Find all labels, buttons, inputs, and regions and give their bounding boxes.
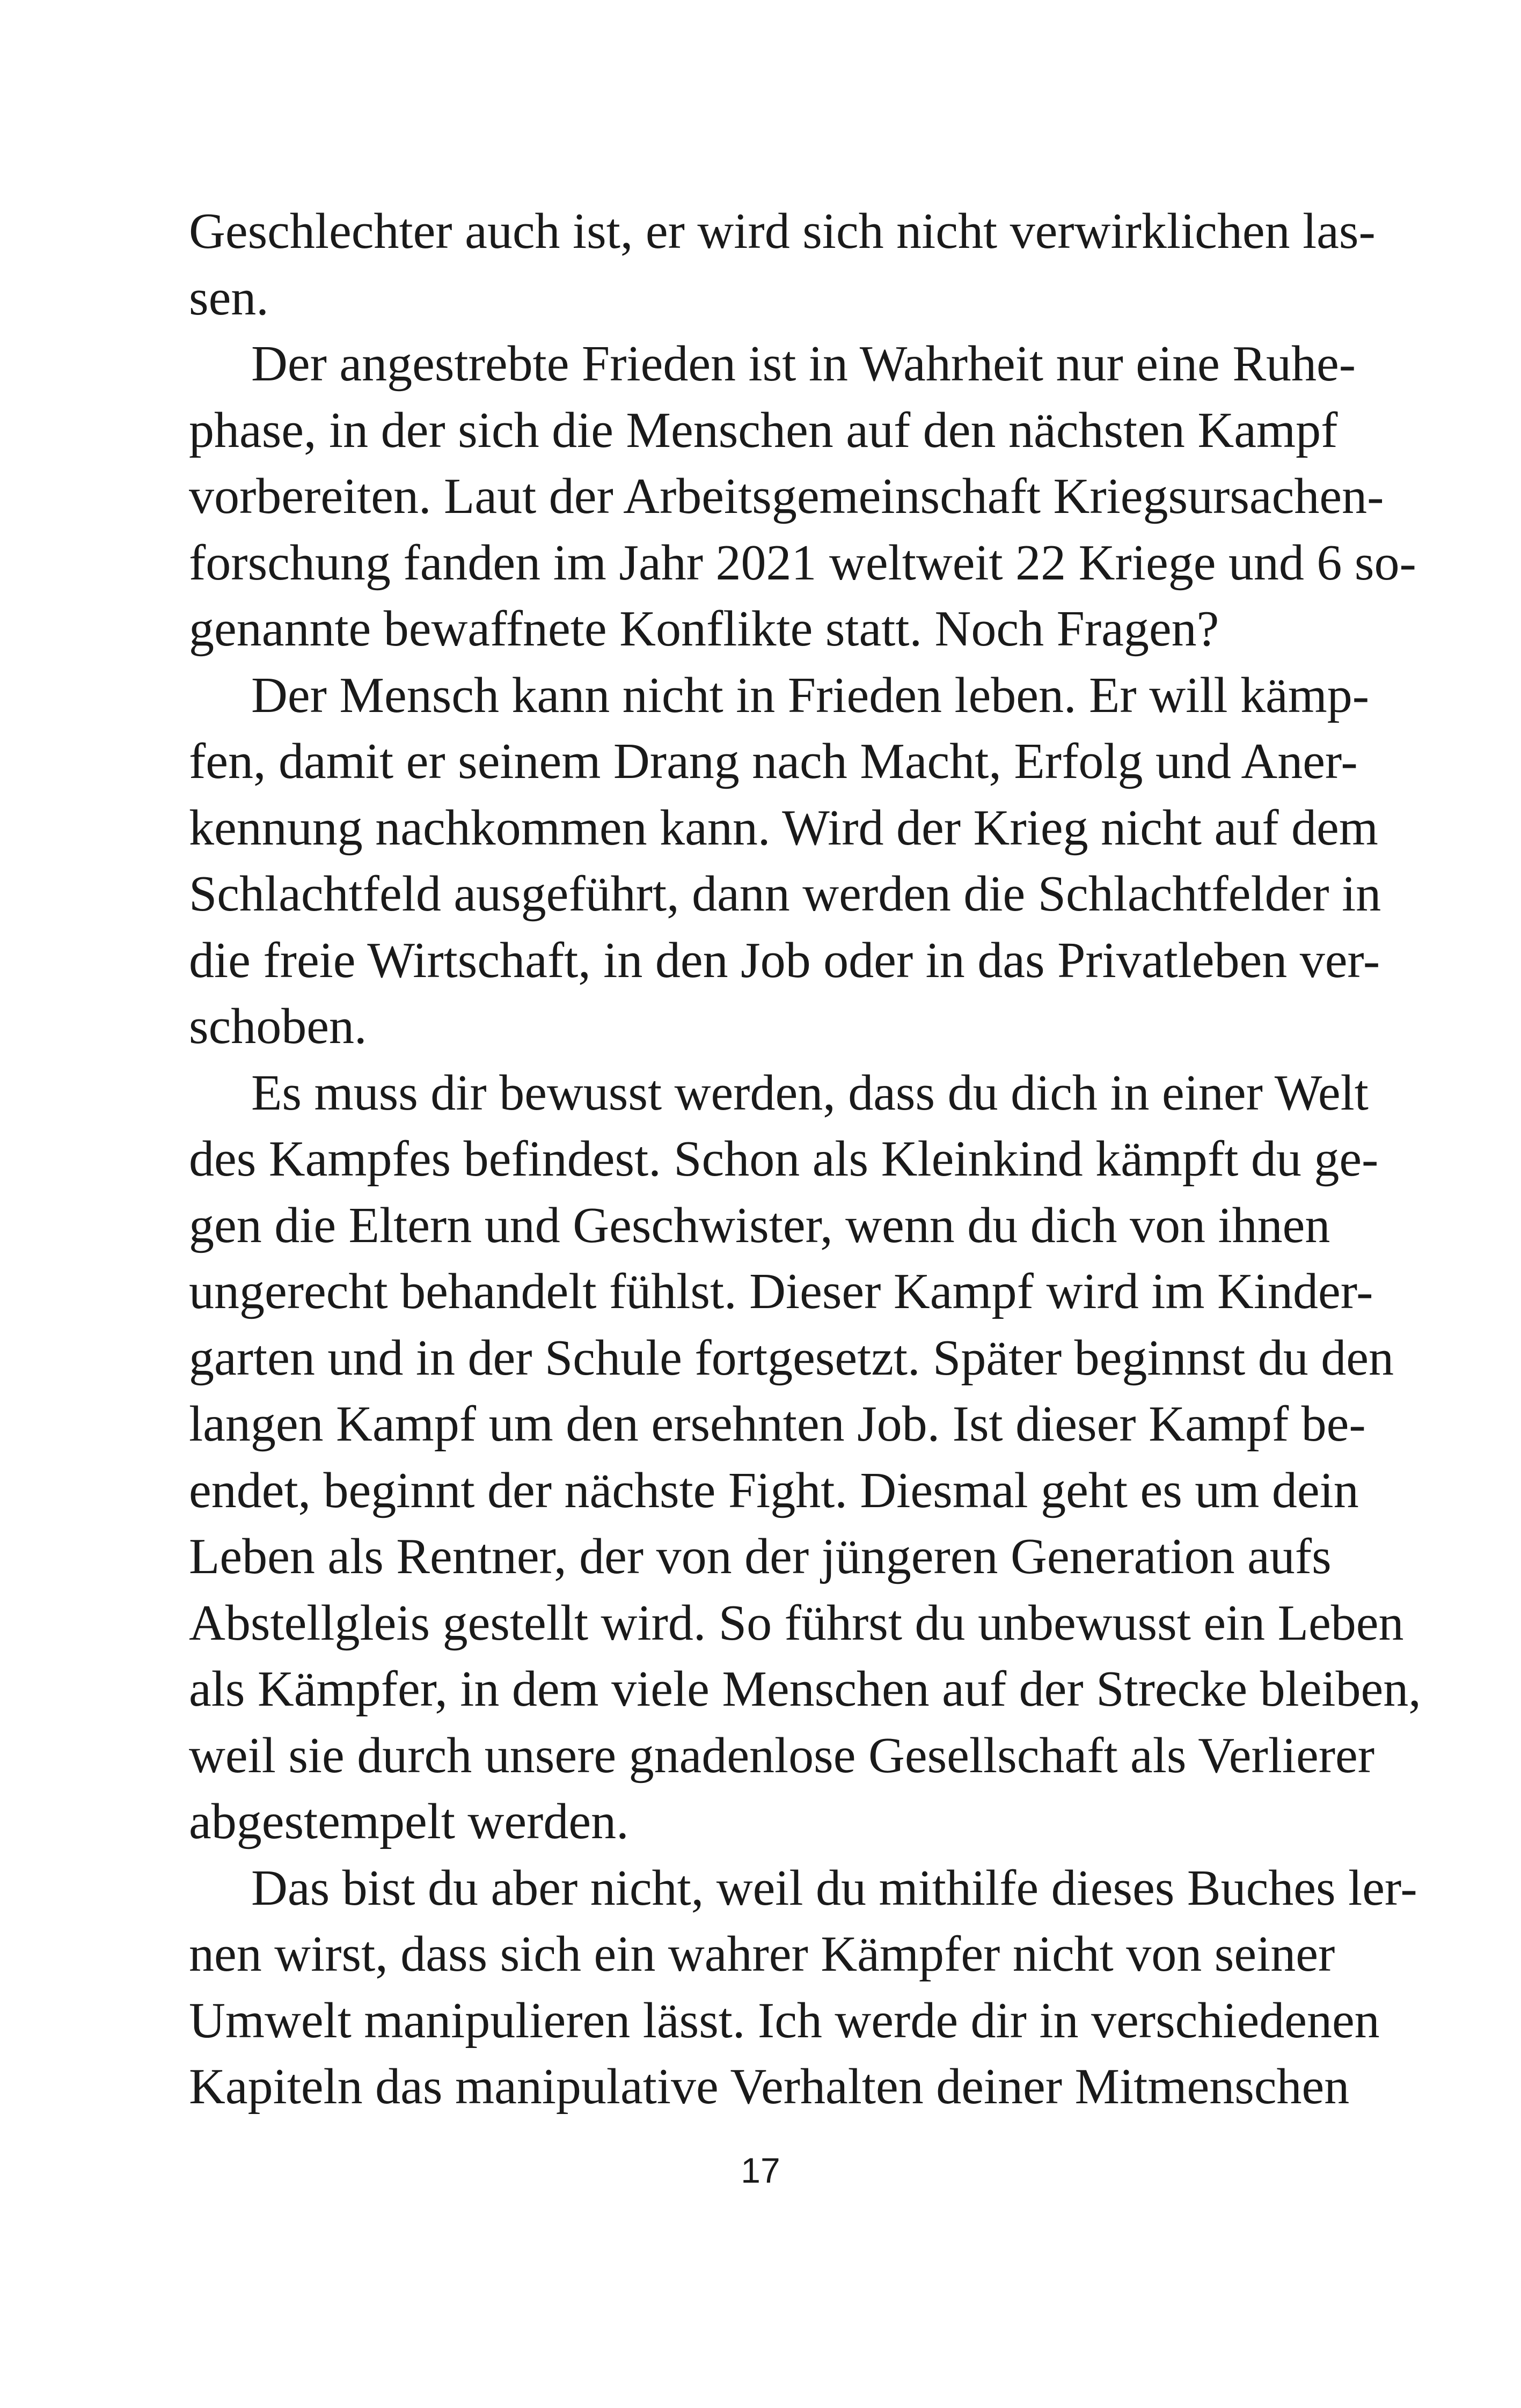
text-line: kennung nachkommen kann. Wird der Krieg nicht auf dem — [189, 799, 1378, 856]
text-line: weil sie durch unsere gnadenlose Gesellschaft als Verlierer — [189, 1727, 1375, 1783]
text-line: als Kämpfer, in dem viele Menschen auf der Strecke bleiben, — [189, 1661, 1421, 1717]
text-line: Abstellgleis gestellt wird. So führst du unbewusst ein Leben — [189, 1595, 1404, 1651]
text-line: sen. — [189, 269, 269, 326]
text-line: Der Mensch kann nicht in Frieden leben. Er will kämp- — [251, 667, 1370, 723]
text-line: Leben als Rentner, der von der jüngeren Generation aufs — [189, 1529, 1332, 1584]
text-line: Das bist du aber nicht, weil du mithilfe dieses Buches ler- — [251, 1860, 1417, 1916]
text-line: forschung fanden im Jahr 2021 weltweit 22 Kriege und 6 so- — [189, 534, 1416, 591]
text-line: garten und in der Schule fortgesetzt. Später beginnst du den — [189, 1330, 1394, 1386]
text-line: Kapiteln das manipulative Verhalten deiner Mitmenschen — [189, 2059, 1350, 2115]
text-line: die freie Wirtschaft, in den Job oder in das Privatleben ver- — [189, 932, 1380, 988]
text-line: abgestempelt werden. — [189, 1794, 629, 1849]
paragraph — [189, 331, 1416, 663]
text-line: Umwelt manipulieren lässt. Ich werde dir in verschiedenen — [189, 1992, 1380, 2049]
text-line: vorbereiten. Laut der Arbeitsgemeinschaft Kriegsursachen- — [189, 468, 1384, 524]
text-line: Der angestrebte Frieden ist in Wahrheit nur eine Ruhe- — [251, 336, 1356, 392]
paragraph — [189, 1855, 1417, 2120]
page-number: 17 — [741, 2150, 780, 2190]
text-line: nen wirst, dass sich ein wahrer Kämpfer nicht von seiner — [189, 1926, 1335, 1982]
text-line: schoben. — [189, 999, 367, 1054]
paragraph — [189, 199, 1376, 331]
text-line: phase, in der sich die Menschen auf den nächsten Kampf — [189, 402, 1338, 458]
text-line: gen die Eltern und Geschwister, wenn du dich von ihnen — [189, 1197, 1330, 1253]
paragraph — [189, 1060, 1421, 1855]
text-line: Es muss dir bewusst werden, dass du dich in einer Welt — [251, 1064, 1369, 1121]
text-line: endet, beginnt der nächste Fight. Diesmal geht es um dein — [189, 1462, 1359, 1518]
text-line: ungerecht behandelt fühlst. Dieser Kampf wird im Kinder- — [189, 1264, 1373, 1319]
text-line: des Kampfes befindest. Schon als Kleinkind kämpft du ge- — [189, 1131, 1379, 1187]
text-line: langen Kampf um den ersehnten Job. Ist dieser Kampf be- — [189, 1396, 1366, 1452]
text-line: Schlachtfeld ausgeführt, dann werden die Schlachtfelder in — [189, 866, 1381, 922]
text-line: fen, damit er seinem Drang nach Macht, Erfolg und Aner- — [189, 733, 1358, 789]
text-line: genannte bewaffnete Konflikte statt. Noch Fragen? — [189, 601, 1219, 657]
text-line: Geschlechter auch ist, er wird sich nicht verwirklichen las- — [189, 203, 1376, 259]
body-text — [189, 199, 1421, 2120]
paragraph — [189, 663, 1381, 1060]
